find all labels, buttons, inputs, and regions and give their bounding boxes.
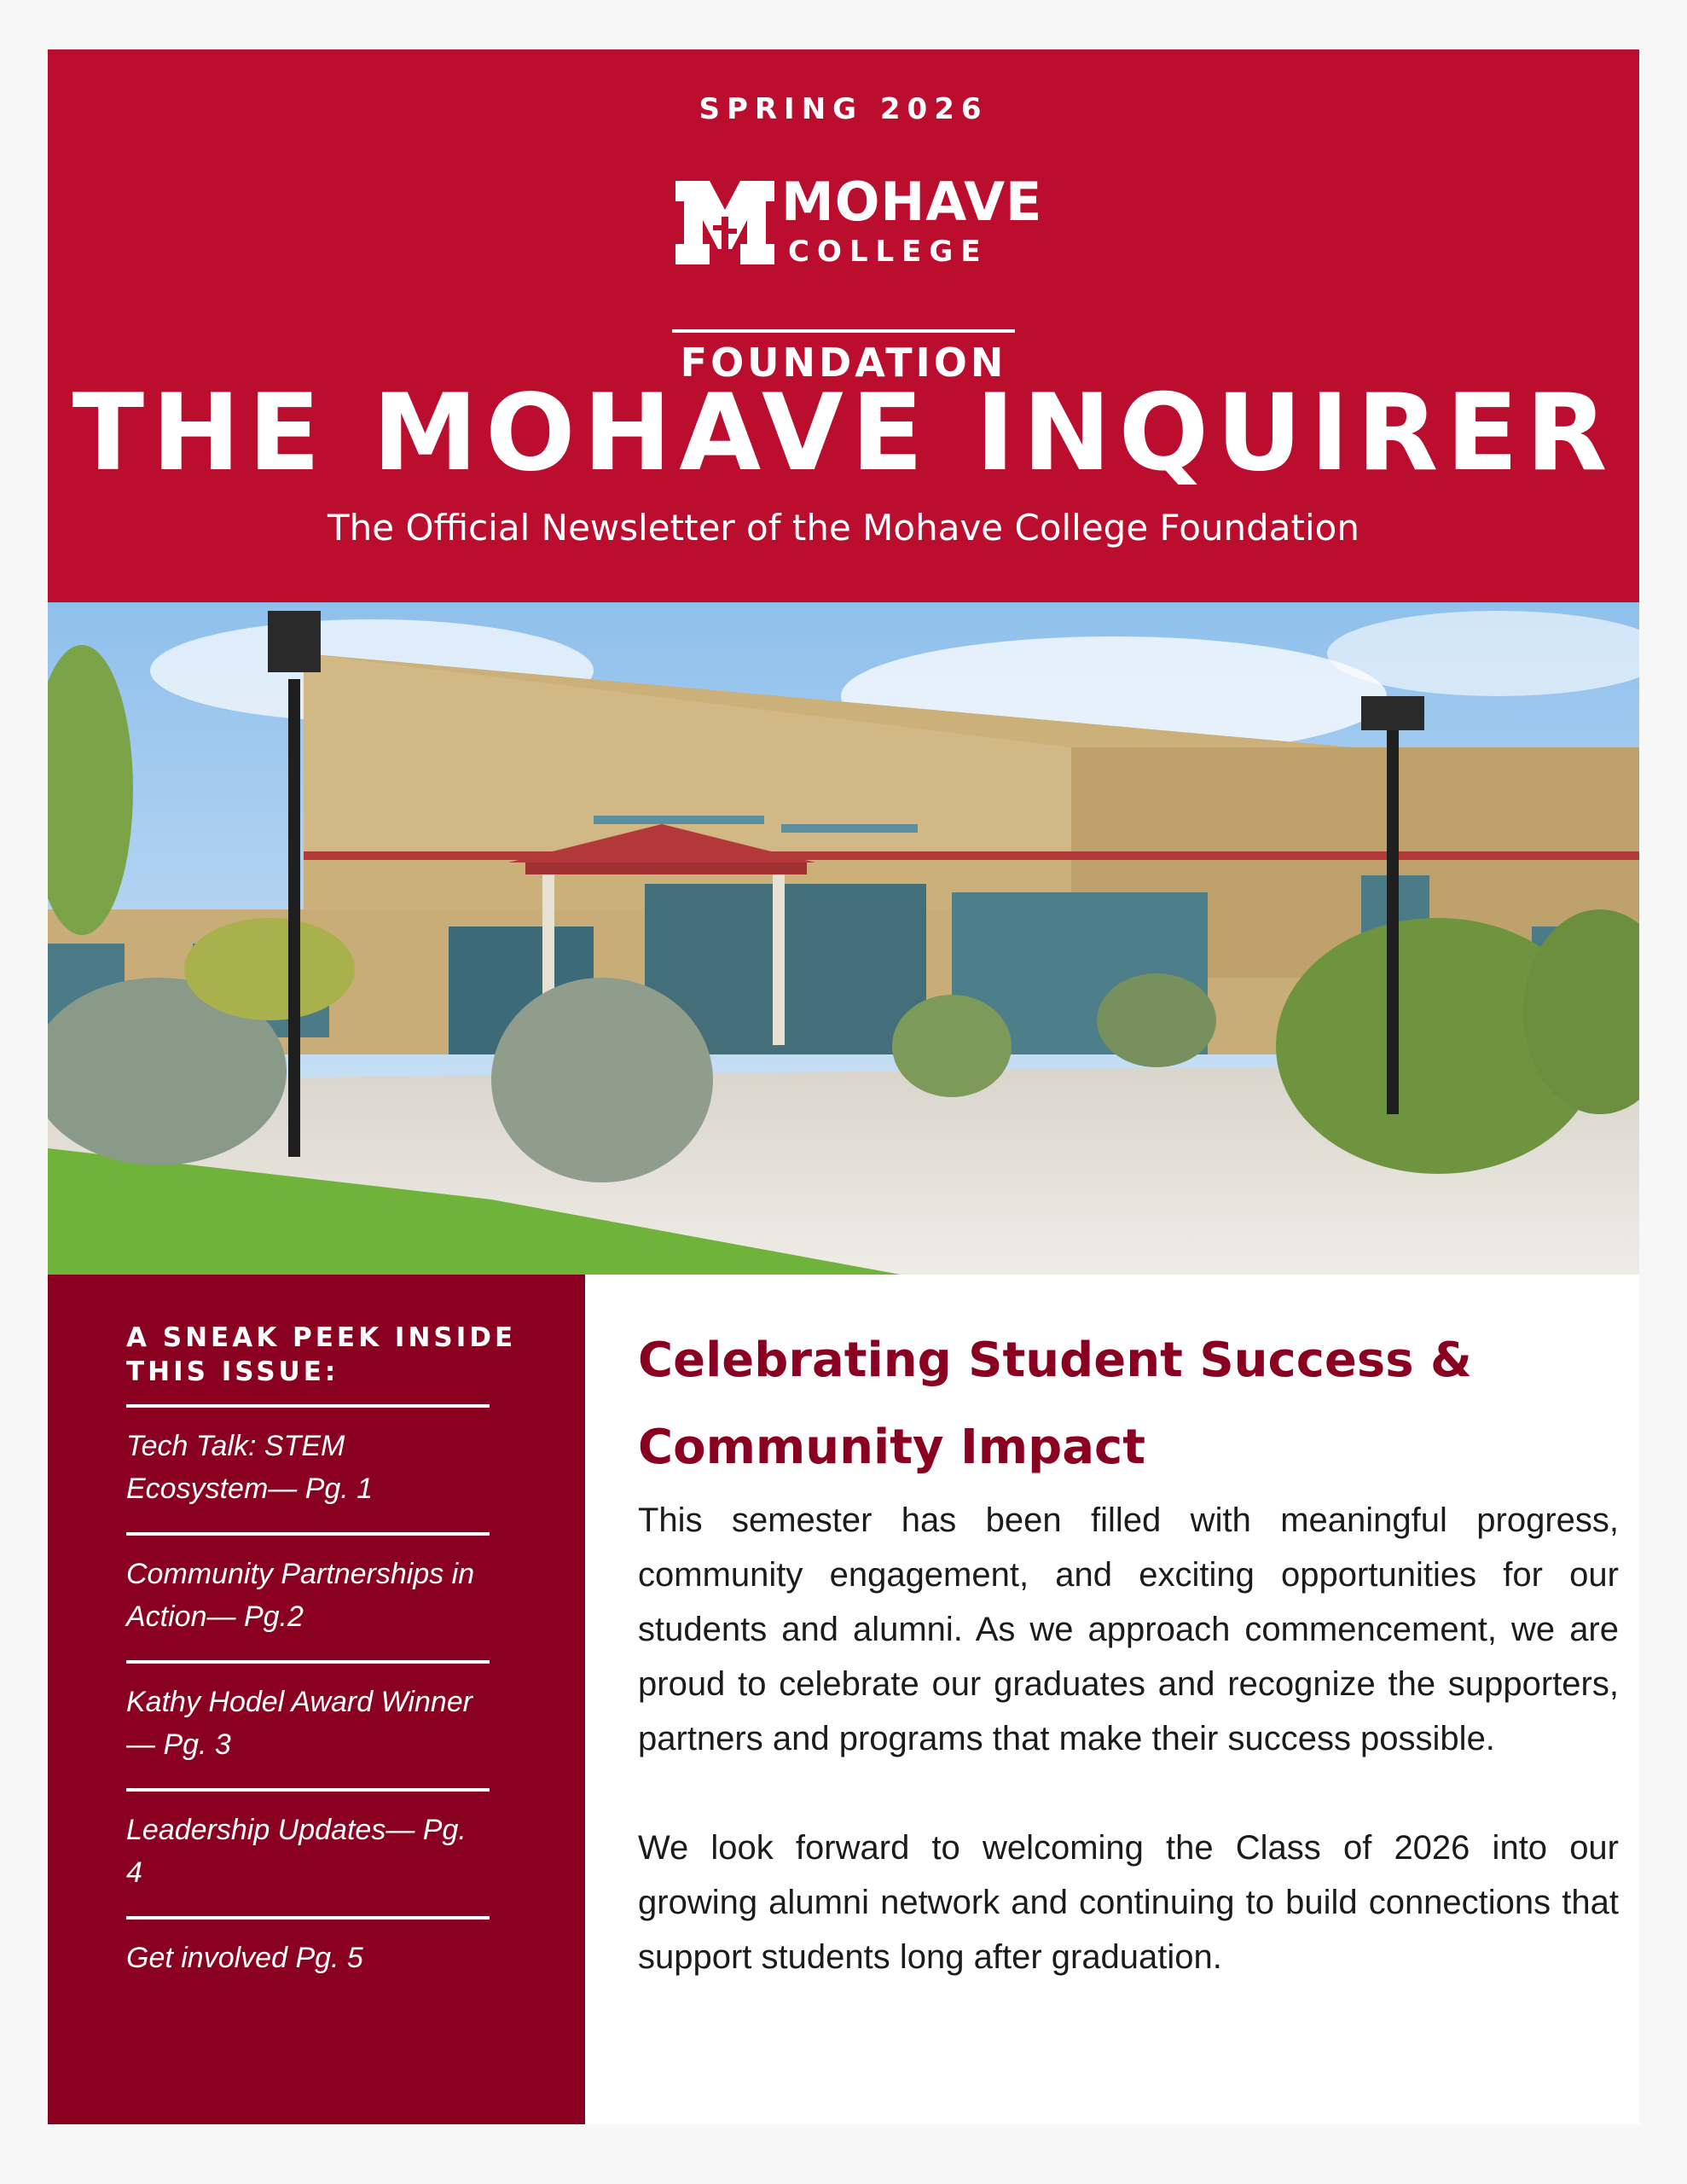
article-paragraph: We look forward to welcoming the Class of 2026 into our growing alumni network and continuing to build connections that support students long after graduation. [638, 1829, 1619, 1976]
issue-date: SPRING 2026 [699, 92, 988, 126]
newsletter-page [48, 49, 1639, 2124]
table-of-contents-sidebar [48, 1275, 585, 2124]
newsletter-subtitle: The Official Newsletter of the Mohave College Foundation [328, 507, 1359, 549]
campus-building-photo [48, 602, 1639, 1275]
toc-item-community-partnerships[interactable]: Community Partnerships in Action— Pg.2 [126, 1532, 490, 1660]
campus-photo-illustration [48, 602, 1639, 1275]
masthead [48, 49, 1639, 602]
logo-text-foundation: FOUNDATION [680, 340, 1007, 386]
toc-item-leadership-updates[interactable]: Leadership Updates— Pg. 4 [126, 1788, 490, 1916]
toc-item-kathy-hodel-award[interactable]: Kathy Hodel Award Winner — Pg. 3 [126, 1660, 490, 1788]
article-title: Celebrating Student Success & Community Impact [638, 1333, 1472, 1475]
article-body [638, 1493, 1619, 2039]
newsletter-title: THE MOHAVE INQUIRER [72, 372, 1615, 495]
article-paragraph: This semester has been filled with meaningful progress, community engagement, and exciting opportunities for our students and alumni. As we approach commencement, we are proud to celebrate our graduates and recognize the supporters, partners and programs that make their success possible. [638, 1502, 1619, 1757]
college-foundation-logo [672, 171, 1043, 389]
logo-divider [672, 329, 1015, 333]
toc-list [126, 1404, 490, 2001]
logo-text-mohave: MOHAVE [781, 171, 1043, 233]
toc-item-get-involved[interactable]: Get involved Pg. 5 [126, 1916, 490, 2001]
sidebar-heading: A SNEAK PEEK INSIDE THIS ISSUE: [126, 1322, 517, 1387]
logo-text-college: COLLEGE [788, 235, 988, 269]
cactus-m-logo-icon [672, 176, 778, 270]
toc-item-tech-talk[interactable]: Tech Talk: STEM Ecosystem— Pg. 1 [126, 1404, 490, 1532]
